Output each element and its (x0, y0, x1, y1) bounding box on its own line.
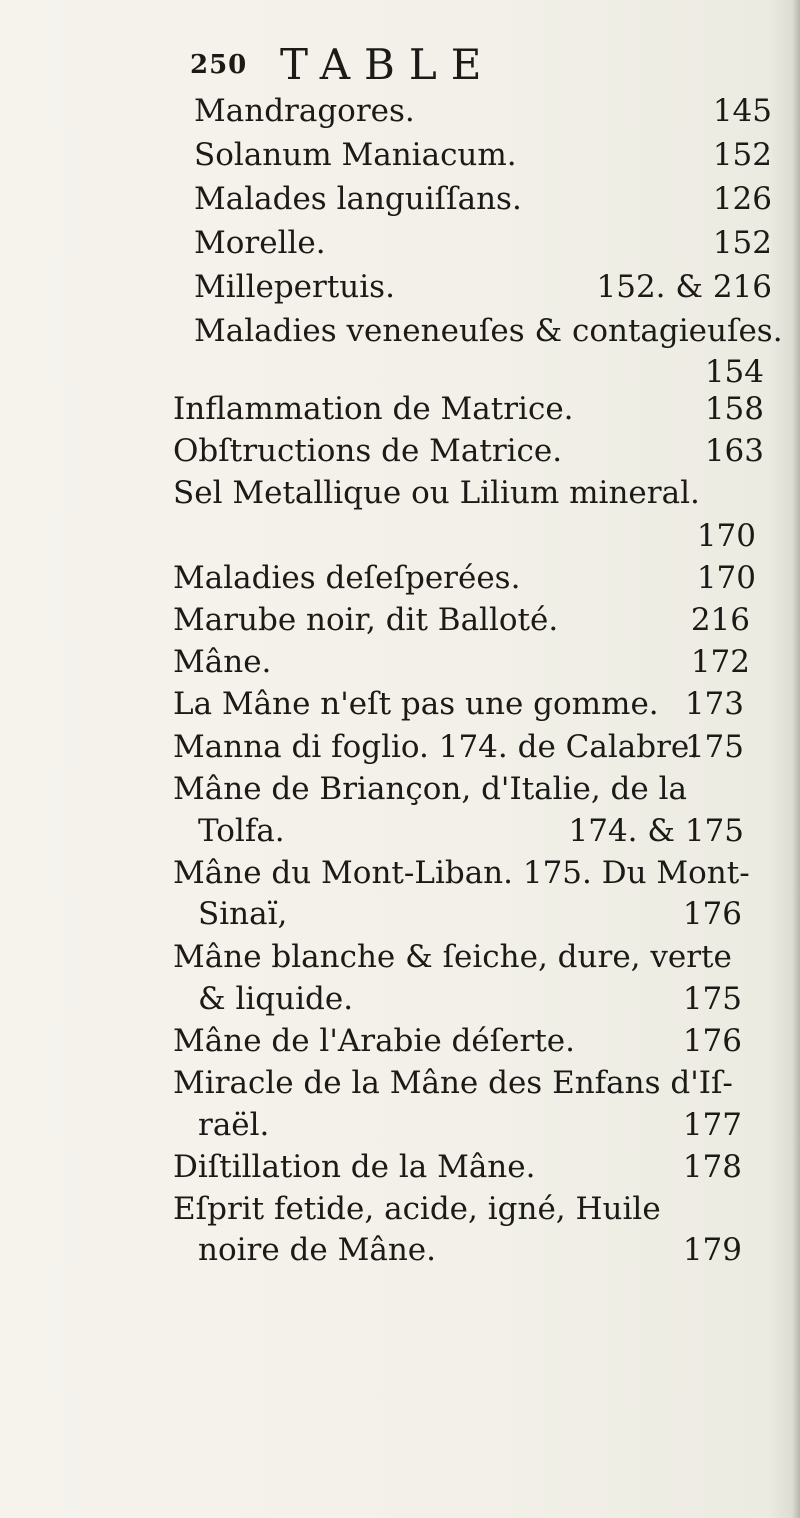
entry-text: Millepertuis. (194, 269, 395, 305)
index-entry (0, 1103, 800, 1147)
index-entry (0, 89, 800, 133)
entry-page-ref: 152 (712, 137, 772, 173)
entry-page-ref: 176 (682, 1023, 742, 1059)
entry-page-ref: 178 (682, 1149, 742, 1185)
entry-page-ref: 216 (690, 602, 750, 638)
entry-page-ref: 170 (696, 560, 756, 596)
index-entry (0, 429, 800, 473)
entry-page-ref: 172 (690, 644, 750, 680)
entry-text: Miracle de la Mâne des Enfans d'Iſ- (173, 1065, 733, 1101)
entry-page-ref: 163 (704, 433, 764, 469)
entry-text: Mâne du Mont-Liban. 175. Du Mont- (173, 855, 750, 891)
index-entry (0, 935, 800, 979)
entry-page-ref: 154 (704, 354, 764, 390)
entry-text: noire de Mâne. (198, 1232, 436, 1268)
entry-page-ref: 170 (696, 518, 756, 554)
index-entry (0, 1145, 800, 1189)
index-entry (0, 221, 800, 265)
index-entry (0, 809, 800, 853)
entry-text: Mâne de l'Arabie déſerte. (173, 1023, 576, 1059)
entry-text: Sel Metallique ou Lilium mineral. (173, 475, 700, 511)
entry-page-ref: 179 (682, 1232, 742, 1268)
entry-text: Morelle. (194, 225, 326, 261)
entry-text: Inflammation de Matrice. (173, 391, 574, 427)
index-entry (0, 309, 800, 353)
entry-text: Tolfa. (198, 813, 285, 849)
entry-text: & liquide. (198, 981, 354, 1017)
index-entry (0, 387, 800, 431)
entry-text: Malades languiſſans. (194, 181, 522, 217)
index-entry (0, 725, 800, 769)
entry-page-ref: 173 (684, 686, 744, 722)
page-number: 250 (190, 50, 248, 80)
index-entry (0, 767, 800, 811)
entry-text: Mâne blanche & ſeiche, dure, verte (173, 939, 732, 975)
entry-text: Solanum Maniacum. (194, 137, 517, 173)
index-entry (0, 977, 800, 1021)
index-entry (0, 682, 800, 726)
entry-text: Eſprit fetide, acide, igné, Huile (173, 1191, 661, 1227)
index-entry (0, 177, 800, 221)
entry-page-ref: 175 (682, 981, 742, 1017)
entry-page-ref: 174. & 175 (568, 813, 744, 849)
entry-text: Sinaï, (198, 896, 288, 932)
index-entry (0, 1228, 800, 1272)
index-entry (0, 1187, 800, 1231)
index-entry (0, 471, 800, 515)
entry-text: Maladies deſeſperées. (173, 560, 521, 596)
entry-text: Marube noir, dit Balloté. (173, 602, 559, 638)
index-entry (0, 598, 800, 642)
entry-text: Mâne. (173, 644, 272, 680)
entry-text: La Mâne n'eſt pas une gomme. (173, 686, 659, 722)
entry-page-ref: 158 (704, 391, 764, 427)
index-entry (0, 133, 800, 177)
entry-text: Obſtructions de Matrice. (173, 433, 563, 469)
entry-text: Maladies veneneuſes & contagieuſes. (194, 313, 783, 349)
entry-page-ref: 145 (712, 93, 772, 129)
index-entry (0, 892, 800, 936)
index-entry (0, 556, 800, 600)
index-entry (0, 514, 800, 558)
index-entry (0, 1061, 800, 1105)
entry-text: Diſtillation de la Mâne. (173, 1149, 536, 1185)
entry-text: raël. (198, 1107, 270, 1143)
entry-page-ref: 152 (712, 225, 772, 261)
page-edge-shadow (792, 0, 800, 1518)
entry-page-ref: 126 (712, 181, 772, 217)
entry-text: Mâne de Briançon, d'Italie, de la (173, 771, 687, 807)
entry-page-ref: 177 (682, 1107, 742, 1143)
entry-page-ref: 175 (684, 729, 744, 765)
index-entry (0, 1019, 800, 1063)
entry-page-ref: 152. & 216 (596, 269, 772, 305)
running-title: TABLE (280, 40, 496, 89)
entry-page-ref: 176 (682, 896, 742, 932)
index-entry (0, 640, 800, 684)
index-entry (0, 851, 800, 895)
entry-text: Manna di foglio. 174. de Calabre. (173, 729, 700, 765)
entry-text: Mandragores. (194, 93, 415, 129)
index-entry (0, 265, 800, 309)
